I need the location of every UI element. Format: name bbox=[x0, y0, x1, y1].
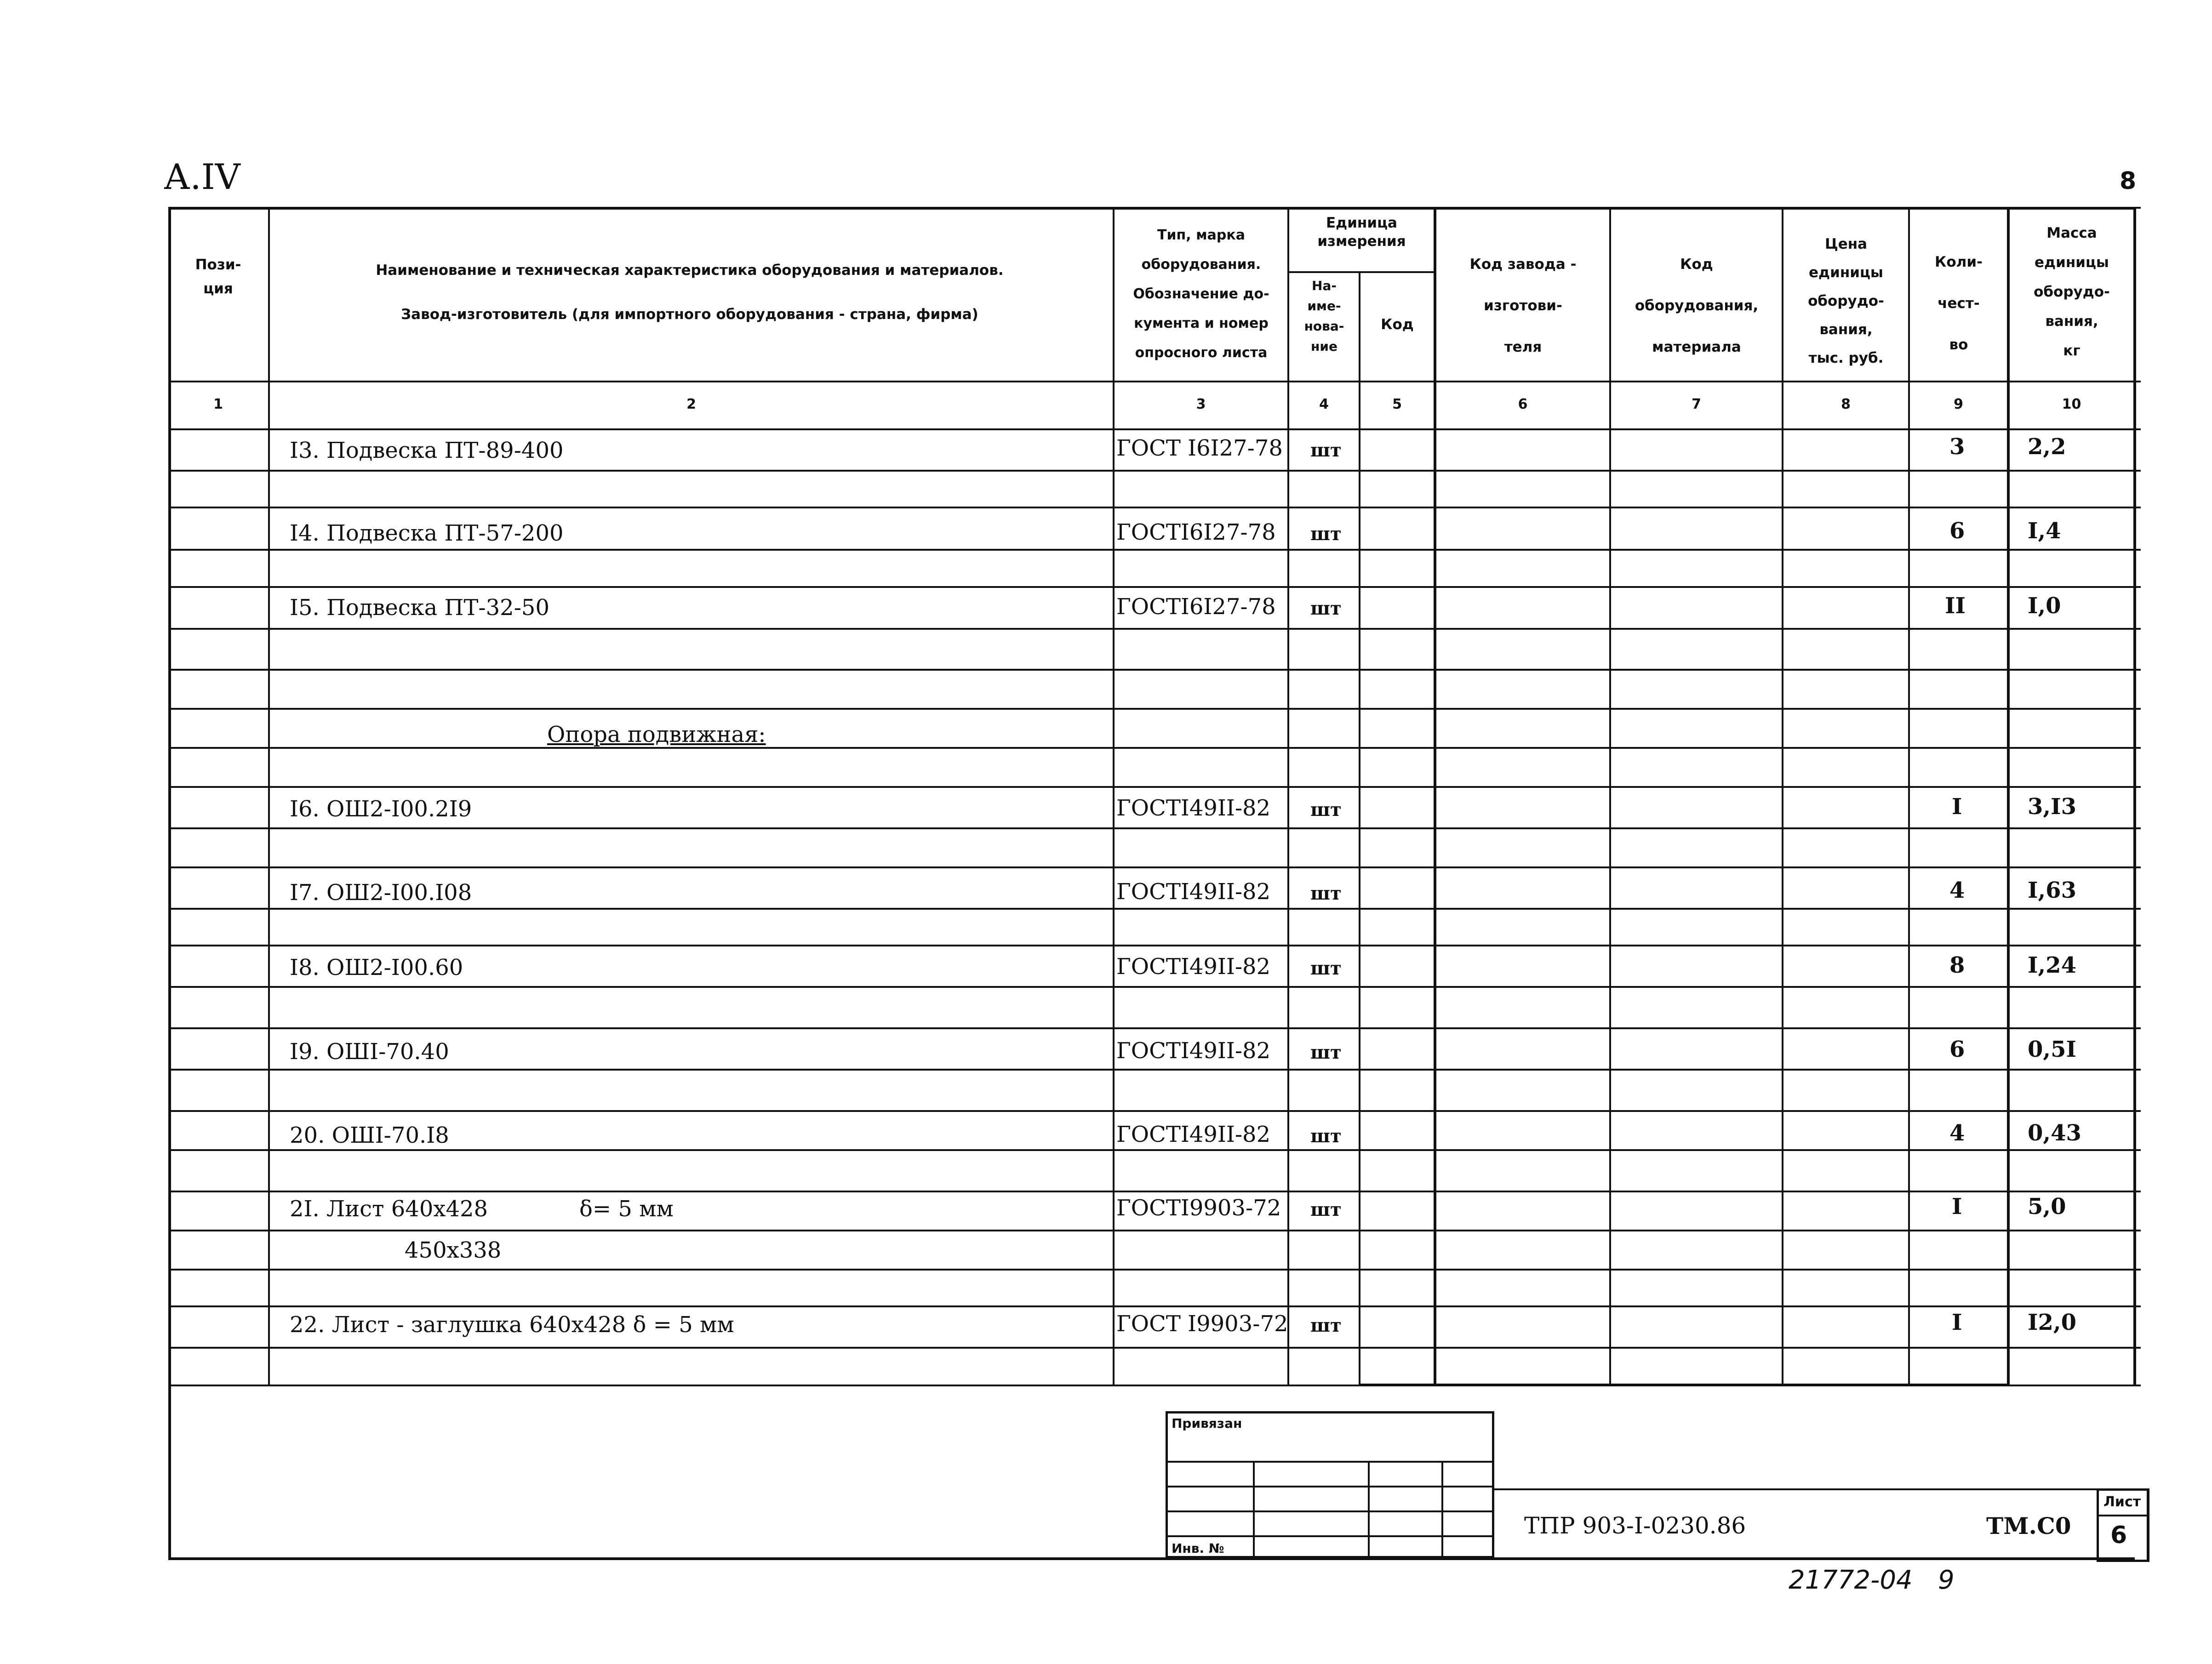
row-mass: I,63 bbox=[2028, 878, 2076, 903]
row-doc: ГОСТI6I27-78 bbox=[1116, 519, 1276, 545]
header-col4: На- име- нова- ние bbox=[1304, 278, 1344, 354]
colnum-10: 10 bbox=[2062, 396, 2081, 412]
row-name: I5. Подвеска ПТ-32-50 bbox=[290, 595, 549, 621]
header-col6: Код завода - изготови- теля bbox=[1469, 256, 1577, 355]
row-doc: ГОСТI9903-72 bbox=[1116, 1195, 1281, 1221]
row-unit: шт bbox=[1310, 1315, 1342, 1336]
handwritten-page: 9 bbox=[1938, 1565, 1955, 1595]
colnum-5: 5 bbox=[1392, 396, 1402, 412]
colnum-8: 8 bbox=[1841, 396, 1851, 412]
row-mass: I,24 bbox=[2028, 952, 2076, 978]
row-doc: ГОСТ I6I27-78 bbox=[1116, 435, 1283, 461]
row-mass: I,0 bbox=[2028, 593, 2061, 619]
row-qty: I bbox=[1952, 1310, 1962, 1335]
colnum-3: 3 bbox=[1196, 396, 1206, 412]
row-qty: 3 bbox=[1949, 434, 1965, 460]
stamp-bound-label: Привязан bbox=[1172, 1416, 1242, 1431]
row-name: 20. ОШI-70.I8 bbox=[290, 1123, 449, 1148]
header-col10: Масса единицы оборудо- вания, кг bbox=[2034, 225, 2110, 359]
row-mass: 2,2 bbox=[2028, 434, 2066, 460]
row-doc: ГОСТI49II-82 bbox=[1116, 954, 1271, 980]
row-qty: I bbox=[1952, 794, 1962, 820]
row-unit: шт bbox=[1310, 439, 1342, 461]
section-heading: Опора подвижная: bbox=[547, 722, 766, 747]
row-qty: 6 bbox=[1949, 1037, 1965, 1062]
row-name-extra: δ= 5 мм bbox=[579, 1196, 674, 1222]
row-qty: 6 bbox=[1949, 518, 1965, 544]
header-col2: Наименование и техническая характеристика оборудования и материалов. Завод-изготовитель (для импортного оборудования - страна, фирма) bbox=[376, 262, 1004, 323]
row-doc: ГОСТI49II-82 bbox=[1116, 1038, 1271, 1064]
colnum-7: 7 bbox=[1692, 396, 1701, 412]
row-unit: шт bbox=[1310, 883, 1342, 904]
row-qty: 4 bbox=[1949, 1120, 1965, 1146]
row-qty: II bbox=[1945, 593, 1966, 619]
row-doc: ГОСТ I9903-72 bbox=[1116, 1311, 1288, 1337]
header-col1: Пози- ция bbox=[195, 256, 241, 297]
row-mass: 5,0 bbox=[2028, 1194, 2066, 1220]
page-number: 8 bbox=[2120, 167, 2137, 195]
colnum-4: 4 bbox=[1319, 396, 1329, 412]
row-name: I6. ОШ2-I00.2I9 bbox=[290, 796, 472, 822]
header-col7: Код оборудования, материала bbox=[1635, 256, 1759, 355]
row-qty: 4 bbox=[1949, 878, 1965, 903]
header-col3: Тип, марка оборудования. Обозначение до- кумента и номер опросного листа bbox=[1133, 227, 1269, 361]
row-name: I7. ОШ2-I00.I08 bbox=[290, 880, 472, 906]
row-name: 2I. Лист 640x428 bbox=[290, 1196, 488, 1222]
row-doc: ГОСТI49II-82 bbox=[1116, 795, 1271, 821]
row-name: I4. Подвеска ПТ-57-200 bbox=[290, 520, 564, 546]
sheet-code: ТМ.С0 bbox=[1986, 1512, 2071, 1539]
row-name: I3. Подвеска ПТ-89-400 bbox=[290, 438, 564, 463]
stamp-inv-label: Инв. № bbox=[1172, 1541, 1224, 1556]
row-unit: шт bbox=[1310, 1199, 1342, 1220]
colnum-6: 6 bbox=[1518, 396, 1528, 412]
row-mass: I2,0 bbox=[2028, 1310, 2076, 1335]
colnum-9: 9 bbox=[1954, 396, 1963, 412]
row-unit: шт bbox=[1310, 598, 1342, 619]
row-unit: шт bbox=[1310, 523, 1342, 545]
row-mass: 0,5I bbox=[2028, 1037, 2076, 1062]
corner-mark: А.IV bbox=[164, 156, 240, 197]
row-mass: I,4 bbox=[2028, 518, 2061, 544]
row-name: I8. ОШ2-I00.60 bbox=[290, 955, 463, 980]
row-doc: ГОСТI49II-82 bbox=[1116, 1122, 1271, 1147]
row-name: I9. ОШI-70.40 bbox=[290, 1039, 449, 1065]
row-unit: шт bbox=[1310, 1125, 1342, 1147]
row-unit: шт bbox=[1310, 799, 1342, 821]
row-doc: ГОСТI6I27-78 bbox=[1116, 594, 1276, 620]
row-mass: 3,I3 bbox=[2028, 794, 2076, 820]
header-col9: Коли- чест- во bbox=[1935, 254, 1983, 353]
row-doc: ГОСТI49II-82 bbox=[1116, 879, 1271, 905]
row-unit: шт bbox=[1310, 957, 1342, 979]
header-unit-group: Единица измерения bbox=[1317, 215, 1406, 250]
row-name-line2: 450x338 bbox=[405, 1237, 502, 1263]
row-qty: I bbox=[1952, 1194, 1962, 1220]
colnum-1: 1 bbox=[213, 396, 223, 412]
colnum-2: 2 bbox=[686, 396, 696, 412]
sheet-label: Лист bbox=[2103, 1494, 2141, 1510]
row-mass: 0,43 bbox=[2028, 1120, 2081, 1146]
header-col5: Код bbox=[1381, 316, 1414, 333]
handwritten-number: 21772-04 bbox=[1789, 1565, 1913, 1595]
row-unit: шт bbox=[1310, 1042, 1342, 1063]
row-qty: 8 bbox=[1949, 952, 1965, 978]
project-code: ТПР 903-I-0230.86 bbox=[1524, 1512, 1746, 1539]
header-col8: Цена единицы оборудо- вания, тыс. руб. bbox=[1808, 236, 1884, 366]
sheet-number: 6 bbox=[2110, 1522, 2127, 1549]
row-name: 22. Лист - заглушка 640x428 δ = 5 мм bbox=[290, 1312, 734, 1338]
